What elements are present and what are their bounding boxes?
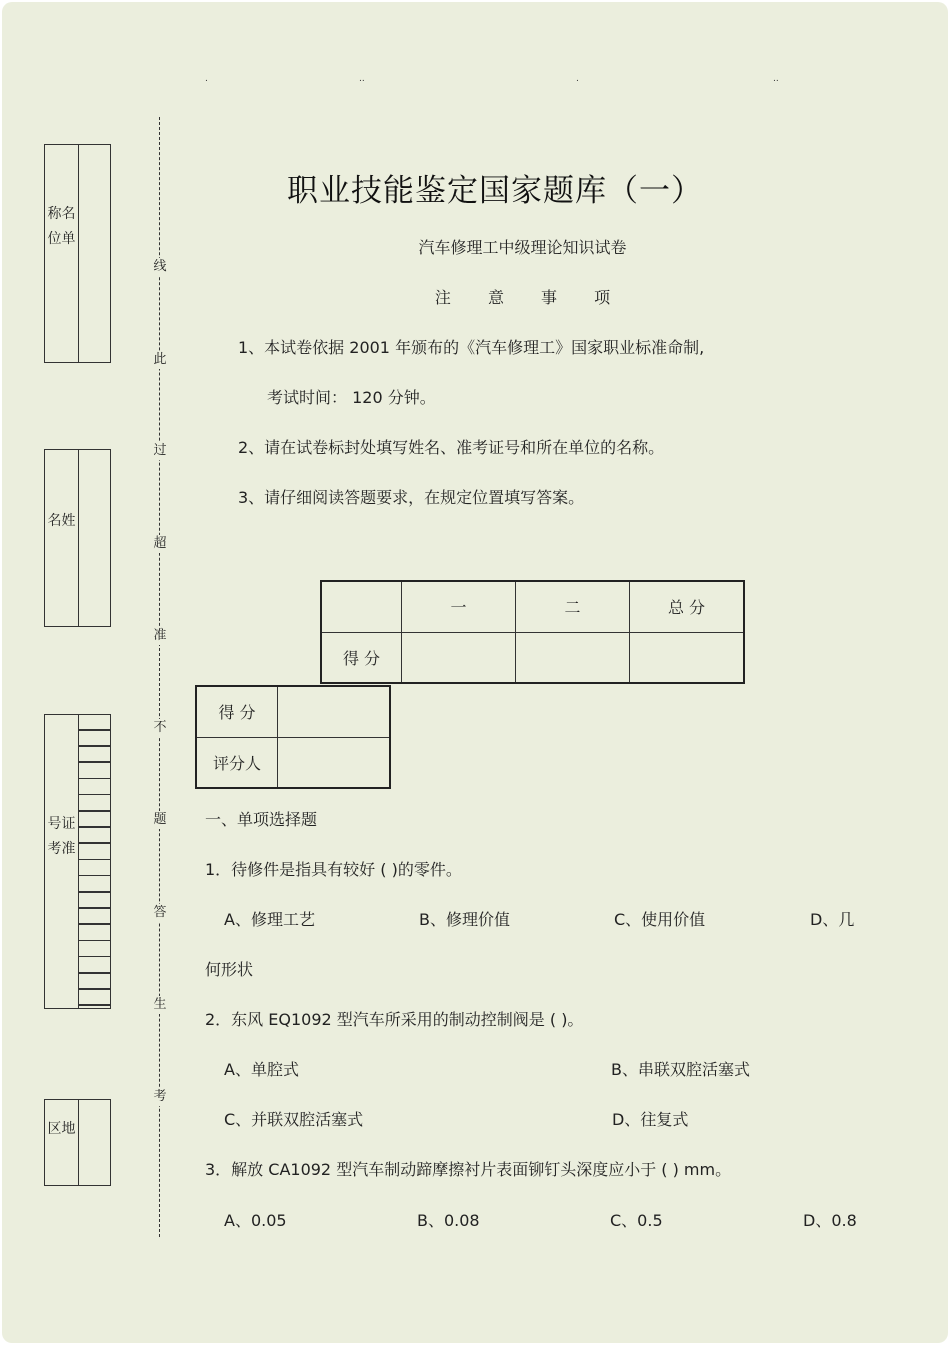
header-mark: ..: [359, 74, 365, 84]
grader-table: [195, 685, 391, 789]
grader-score-cell[interactable]: [278, 686, 391, 737]
grader-name-label: 评分人: [196, 737, 278, 788]
student-name-label: 名姓: [47, 513, 76, 529]
question-3-option-c: C、0.5: [610, 1211, 663, 1230]
question-3-option-a: A、0.05: [224, 1211, 287, 1230]
question-2-option-c: C、并联双腔活塞式: [224, 1110, 364, 1129]
header-mark: ..: [773, 74, 779, 84]
note-1: 1、本试卷依据 2001 年颁布的《汽车修理工》国家职业标准命制,: [238, 338, 705, 357]
notice-heading: 注 意 事 项: [434, 288, 611, 307]
cut-line-char: 题: [153, 812, 167, 827]
district-label: 区地: [47, 1121, 76, 1137]
question-1-option-d-continued: 何形状: [205, 960, 254, 979]
header-mark: .: [205, 74, 208, 84]
question-2: 2．东风 EQ1092 型汽车所采用的制动控制阀是 ( )。: [205, 1010, 584, 1029]
note-2: 2、请在试卷标封处填写姓名、准考证号和所在单位的名称。: [238, 438, 665, 457]
score-cell-part2[interactable]: [516, 632, 630, 683]
page-subtitle: 汽车修理工中级理论知识试卷: [418, 238, 627, 257]
question-1-option-b: B、修理价值: [419, 910, 510, 929]
score-header-part2: 二: [516, 581, 630, 632]
district-box[interactable]: [44, 1099, 111, 1186]
district-field[interactable]: [78, 1100, 79, 1185]
student-name-box[interactable]: [44, 449, 111, 627]
header-mark: .: [576, 74, 579, 84]
score-cell-part1[interactable]: [402, 632, 516, 683]
cut-line-char: 过: [153, 443, 167, 458]
cut-line-char: 超: [153, 536, 167, 551]
cut-line-char: 准: [153, 628, 167, 643]
note-1-continued: 考试时间： 120 分钟。: [267, 388, 436, 407]
student-name-field[interactable]: [78, 450, 79, 626]
note-3: 3、请仔细阅读答题要求，在规定位置填写答案。: [238, 488, 585, 507]
cut-line-char: 此: [153, 352, 167, 367]
page-title: 职业技能鉴定国家题库（一）: [287, 173, 703, 209]
grader-name-cell[interactable]: [278, 737, 391, 788]
question-3: 3．解放 CA1092 型汽车制动蹄摩擦衬片表面铆钉头深度应小于 ( ) mm。: [205, 1160, 732, 1179]
cut-line-char: 考: [153, 1089, 167, 1104]
exam-number-box[interactable]: [44, 714, 111, 1009]
unit-name-label: 称名位单: [47, 206, 76, 247]
score-header-total: 总 分: [630, 581, 745, 632]
cut-line-char: 答: [153, 905, 167, 920]
question-1-option-c: C、使用价值: [614, 910, 706, 929]
grader-score-label: 得 分: [196, 686, 278, 737]
question-2-option-d: D、往复式: [612, 1110, 689, 1129]
score-header-part1: 一: [402, 581, 516, 632]
cut-line-char: 线: [153, 259, 167, 274]
exam-page: [2, 2, 948, 1343]
score-header-blank: [321, 581, 402, 632]
question-1-option-d: D、几: [810, 910, 855, 929]
question-1-option-a: A、修理工艺: [224, 910, 315, 929]
score-row-label: 得 分: [321, 632, 402, 683]
question-1: 1．待修件是指具有较好 ( )的零件。: [205, 860, 462, 879]
cut-line-char: 生: [153, 997, 167, 1012]
question-2-option-b: B、串联双腔活塞式: [611, 1060, 750, 1079]
cut-line-char: 不: [153, 720, 167, 735]
exam-number-label: 号证考准: [47, 816, 76, 857]
exam-number-digit-lines: [78, 715, 110, 1008]
question-3-option-d: D、0.8: [803, 1211, 857, 1230]
question-3-option-b: B、0.08: [417, 1211, 480, 1230]
question-2-option-a: A、单腔式: [224, 1060, 299, 1079]
score-cell-total[interactable]: [630, 632, 745, 683]
section-title: 一、单项选择题: [205, 810, 318, 829]
score-summary-table: [320, 580, 745, 684]
